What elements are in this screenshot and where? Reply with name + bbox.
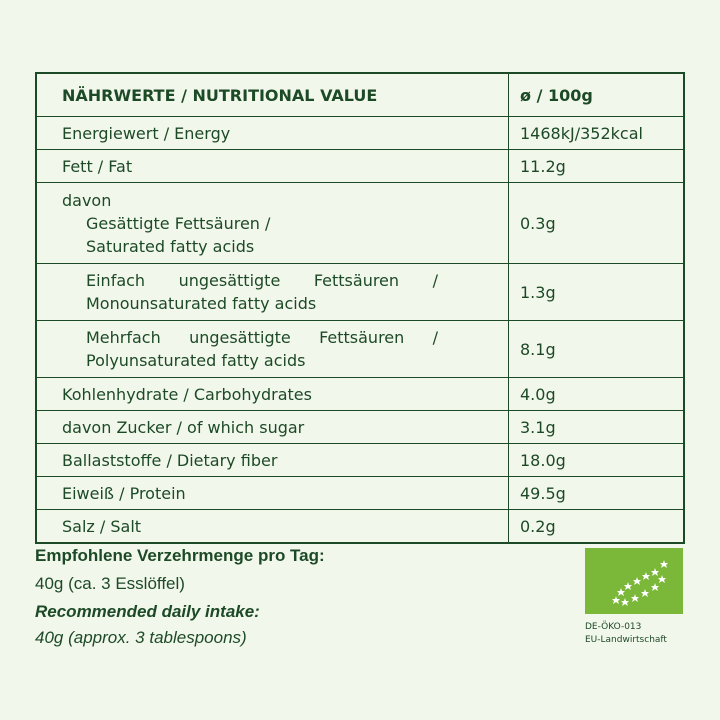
row-value: 49.5g xyxy=(520,483,566,503)
table-row xyxy=(37,476,683,509)
row-label-word: Einfach xyxy=(86,271,146,290)
table-header-row xyxy=(37,74,683,116)
row-label: Kohlenhydrate / Carbohydrates xyxy=(37,378,509,410)
row-label xyxy=(37,321,509,377)
row-label xyxy=(37,183,509,263)
row-label: Salz / Salt xyxy=(37,510,509,542)
row-label-line2: Monounsaturated fatty acids xyxy=(86,294,317,313)
row-label: Fett / Fat xyxy=(37,150,509,182)
row-label-line2: Polyunsaturated fatty acids xyxy=(86,351,306,370)
row-label: Energiewert / Energy xyxy=(37,117,509,149)
row-label-word: Fettsäuren xyxy=(319,328,405,347)
table-row xyxy=(37,509,683,542)
recommendation-de-title: Empfohlene Verzehrmenge pro Tag: xyxy=(35,546,325,565)
table-row xyxy=(37,149,683,182)
recommendation-en-title: Recommended daily intake: xyxy=(35,602,260,621)
eu-organic-leaf-icon xyxy=(585,548,683,614)
row-label-word: Mehrfach xyxy=(86,328,161,347)
table-row xyxy=(37,320,683,377)
organic-text: EU-Landwirtschaft xyxy=(585,635,667,645)
table-row xyxy=(37,182,683,263)
table-row xyxy=(37,116,683,149)
row-label-line1 xyxy=(62,326,438,349)
row-value: 0.2g xyxy=(520,516,556,536)
row-label-word: Fettsäuren xyxy=(313,271,400,290)
row-label: davon Zucker / of which sugar xyxy=(37,411,509,443)
recommendation-de-text: 40g (ca. 3 Esslöffel) xyxy=(35,574,185,593)
row-value: 8.1g xyxy=(520,339,556,359)
table-row xyxy=(37,377,683,410)
row-value: 3.1g xyxy=(520,417,556,437)
row-label: Ballaststoffe / Dietary fiber xyxy=(37,444,509,476)
row-value: 1468kJ/352kcal xyxy=(520,123,643,143)
row-label-line1: Gesättigte Fettsäuren / xyxy=(86,213,271,233)
nutrition-table xyxy=(35,72,685,544)
header-label: NÄHRWERTE / NUTRITIONAL VALUE xyxy=(37,74,509,116)
row-value: 4.0g xyxy=(520,384,556,404)
row-label-word: ungesättigte xyxy=(189,328,291,347)
table-row xyxy=(37,443,683,476)
row-label-top: davon xyxy=(62,190,112,210)
row-label-line1 xyxy=(62,269,438,292)
header-value: ø / 100g xyxy=(520,85,593,105)
row-label-word: ungesättigte xyxy=(178,271,281,290)
table-row xyxy=(37,263,683,320)
row-label-word: / xyxy=(432,328,438,347)
row-value: 0.3g xyxy=(520,213,556,233)
row-value: 1.3g xyxy=(520,282,556,302)
table-row xyxy=(37,410,683,443)
organic-code: DE-ÖKO-013 xyxy=(585,622,642,632)
row-label: Eiweiß / Protein xyxy=(37,477,509,509)
row-label xyxy=(37,264,509,320)
row-value: 11.2g xyxy=(520,156,566,176)
recommendation-en-text: 40g (approx. 3 tablespoons) xyxy=(35,628,247,647)
row-label-word: / xyxy=(432,271,438,290)
row-label-line2: Saturated fatty acids xyxy=(86,236,255,256)
row-value: 18.0g xyxy=(520,450,566,470)
